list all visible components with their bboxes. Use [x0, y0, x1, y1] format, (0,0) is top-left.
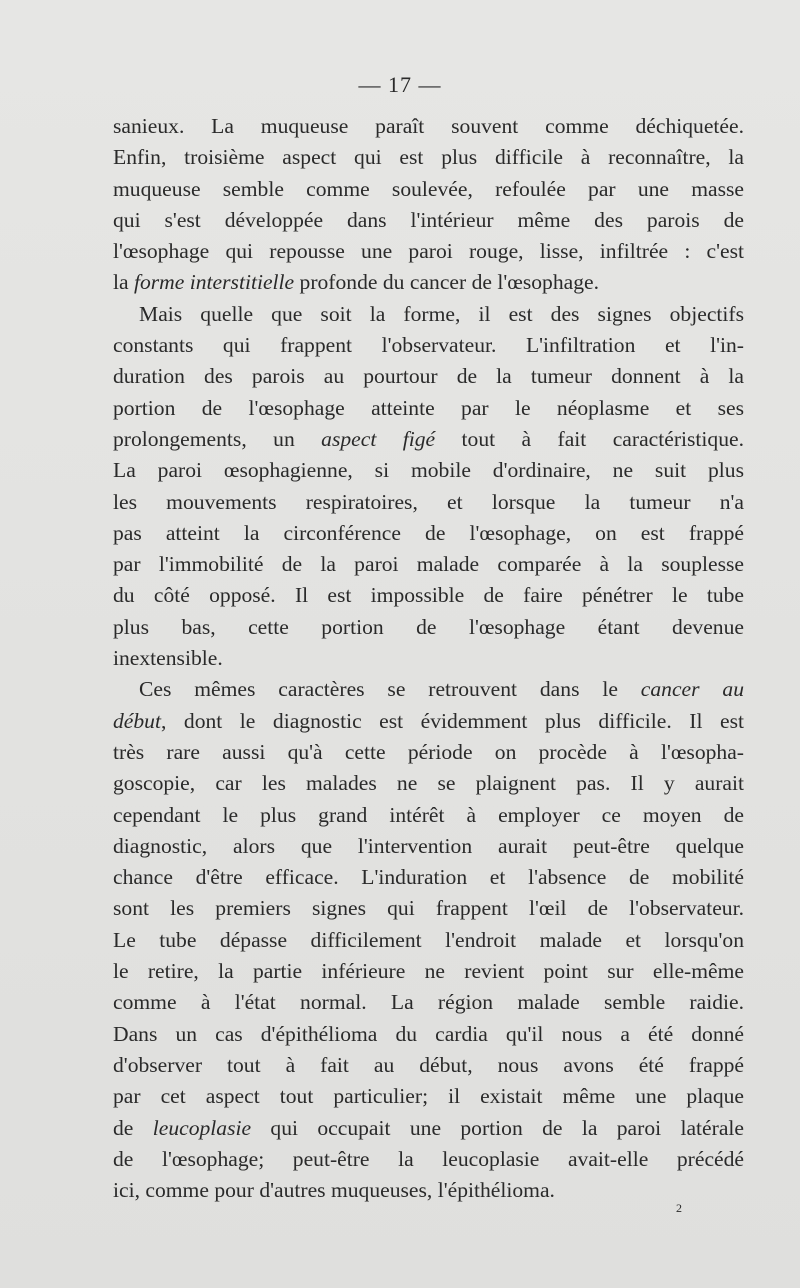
text-line: plus bas, cette portion de l'œsophage étant devenue [113, 614, 744, 639]
text-line: chance d'être efficace. L'induration et l'absence de mobilité [113, 865, 744, 890]
text-line: pas atteint la circonférence de l'œsophage, on est frappé [113, 520, 744, 545]
text-line: inextensible. [113, 646, 223, 671]
text-line: prolongements, un aspect figé tout à fait caractéristique. [113, 426, 744, 451]
body-text [113, 111, 744, 1206]
text-line: le retire, la partie inférieure ne revient point sur elle-même [113, 959, 744, 984]
text-line: Dans un cas d'épithélioma du cardia qu'il nous a été donné [113, 1021, 744, 1046]
text-line: sanieux. La muqueuse paraît souvent comme déchiquetée. [113, 114, 744, 138]
text-line: début, dont le diagnostic est évidemment plus difficile. Il est [113, 708, 744, 733]
text-line: portion de l'œsophage atteinte par le néoplasme et ses [113, 395, 744, 420]
text-line: par cet aspect tout particulier; il existait même une plaque [113, 1084, 744, 1109]
text-line: duration des parois au pourtour de la tumeur donnent à la [113, 364, 744, 389]
text-line: d'observer tout à fait au début, nous avons été frappé [113, 1052, 744, 1077]
text-line: l'œsophage qui repousse une paroi rouge, lisse, infiltrée : c'est [113, 239, 744, 264]
text-line: du côté opposé. Il est impossible de faire pénétrer le tube [113, 583, 744, 608]
text-line: muqueuse semble comme soulevée, refoulée par une masse [113, 176, 744, 201]
text-line: la forme interstitielle profonde du cancer de l'œsophage. [113, 270, 600, 295]
text-line: de leucoplasie qui occupait une portion de la paroi latérale [113, 1115, 744, 1140]
text-line: ici, comme pour d'autres muqueuses, l'épithélioma. [113, 1178, 555, 1203]
text-line: Le tube dépasse difficilement l'endroit malade et lorsqu'on [113, 927, 744, 952]
text-line: goscopie, car les malades ne se plaignent pas. Il y aurait [113, 771, 744, 796]
text-line: Ces mêmes caractères se retrouvent dans le cancer au [139, 677, 744, 702]
text-line: très rare aussi qu'à cette période on procède à l'œsopha- [113, 739, 744, 764]
text-line: cependant le plus grand intérêt à employer ce moyen de [113, 802, 744, 827]
text-line: sont les premiers signes qui frappent l'œil de l'observateur. [113, 896, 744, 921]
text-line: comme à l'état normal. La région malade semble raidie. [113, 990, 744, 1015]
text-line: constants qui frappent l'observateur. L'infiltration et l'in- [113, 333, 744, 358]
text-line: La paroi œsophagienne, si mobile d'ordinaire, ne suit plus [113, 458, 744, 483]
signature-mark: 2 [676, 1201, 682, 1215]
text-line: de l'œsophage; peut-être la leucoplasie avait-elle précédé [113, 1146, 744, 1171]
text-line: par l'immobilité de la paroi malade comparée à la souplesse [113, 552, 744, 577]
page-number: — 17 — [358, 72, 442, 97]
text-line: diagnostic, alors que l'intervention aurait peut-être quelque [113, 833, 744, 858]
text-line: les mouvements respiratoires, et lorsque la tumeur n'a [113, 489, 744, 514]
text-line: Mais quelle que soit la forme, il est des signes objectifs [139, 301, 744, 326]
text-line: qui s'est développée dans l'intérieur même des parois de [113, 207, 744, 232]
text-line: Enfin, troisième aspect qui est plus difficile à reconnaître, la [113, 145, 744, 170]
